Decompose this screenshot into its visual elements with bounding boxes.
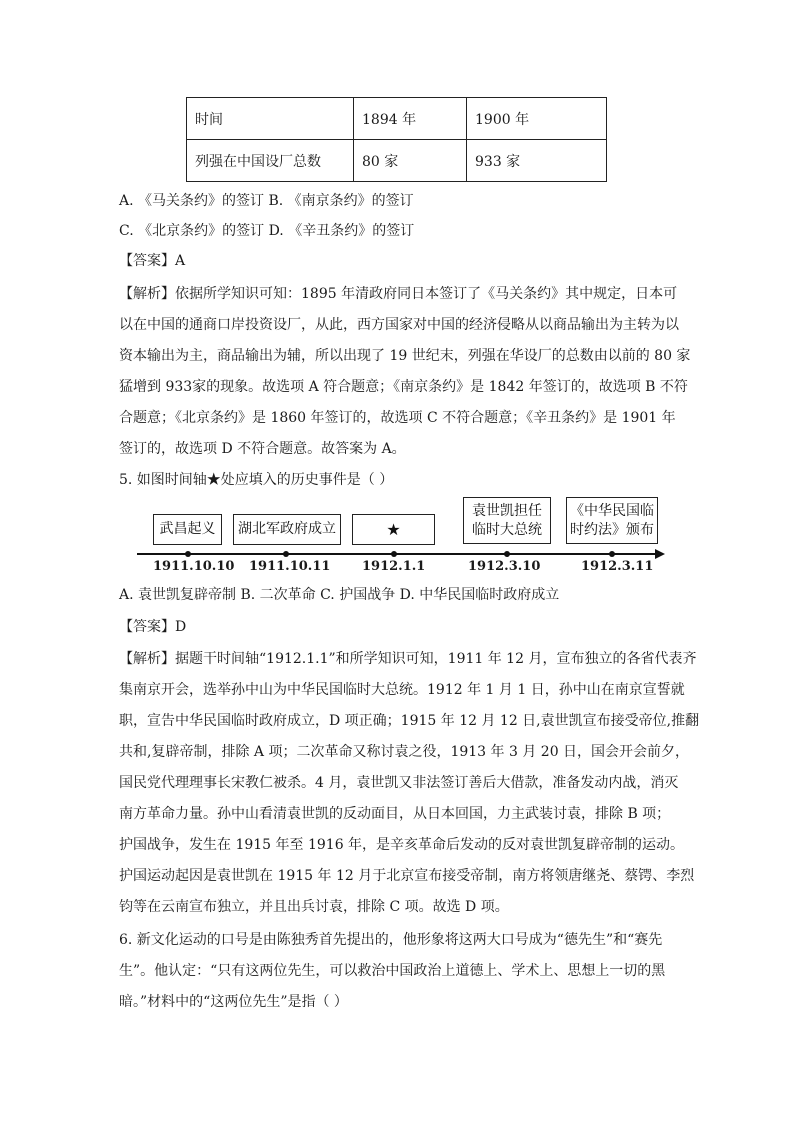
timeline-event-box: 《中华民国临 时约法》颁布 xyxy=(566,497,658,544)
timeline-dot xyxy=(283,551,289,557)
timeline-event-box: 武昌起义 xyxy=(153,514,222,545)
timeline-star-box: ★ xyxy=(352,514,435,545)
q4-answer: 【答案】A xyxy=(119,253,186,269)
timeline-dot xyxy=(185,551,191,557)
q6-stem-line: 暗。”材料中的“这两位先生”是指（ ） xyxy=(119,994,348,1010)
timeline-event-box: 袁世凯担任 临时大总统 xyxy=(463,497,551,544)
timeline-dot xyxy=(391,551,397,557)
table-cell: 1900 年 xyxy=(467,98,607,140)
table-row xyxy=(187,140,607,182)
q5-analysis-line: 国民党代理理事长宋教仁被杀。4 月，袁世凯又非法签订善后大借款，准备发动内战，消灭 xyxy=(119,775,679,791)
table-cell: 列强在中国设厂总数 xyxy=(187,140,354,182)
q5-stem: 5. 如图时间轴★处应填入的历史事件是（ ） xyxy=(119,472,394,488)
timeline-date: 1912.1.1 xyxy=(362,559,426,574)
table-cell: 时间 xyxy=(187,98,354,140)
timeline-date: 1912.3.10 xyxy=(468,559,541,574)
timeline-dot xyxy=(609,551,615,557)
q6-stem-line: 6. 新文化运动的口号是由陈独秀首先提出的，他形象将这两大口号成为“德先生”和“赛先 xyxy=(119,932,663,948)
q4-analysis-line: 以在中国的通商口岸投资设厂，从此，西方国家对中国的经济侵略从以商品输出为主转为以 xyxy=(119,317,679,333)
timeline-axis xyxy=(137,553,657,555)
q4-options-ab: A. 《马关条约》的签订 B. 《南京条约》的签订 xyxy=(119,193,414,209)
table-header-row xyxy=(187,98,607,140)
timeline-date: 1911.10.11 xyxy=(249,559,331,574)
q6-stem-line: 生”。他认定：“只有这两位先生，可以救治中国政治上道德上、学术上、思想上一切的黑 xyxy=(119,963,666,979)
q4-analysis-line: 签订的，故选项 D 不符合题意。故答案为 A。 xyxy=(119,441,406,457)
q5-analysis-line: 钧等在云南宣布独立，并且出兵讨袁，排除 C 项。故选 D 项。 xyxy=(119,899,509,915)
q5-options: A. 袁世凯复辟帝制 B. 二次革命 C. 护国战争 D. 中华民国临时政府成立 xyxy=(119,587,560,603)
q5-analysis-line: 护国战争，发生在 1915 年至 1916 年，是辛亥革命后发动的反对袁世凯复辟帝制的运动。 xyxy=(119,837,685,853)
q4-options-cd: C. 《北京条约》的签订 D. 《辛丑条约》的签订 xyxy=(119,223,415,239)
timeline-event-box: 湖北军政府成立 xyxy=(233,514,341,545)
q4-analysis-line: 资本输出为主，商品输出为辅，所以出现了 19 世纪末，列强在华设厂的总数由以前的 80 家 xyxy=(119,348,691,364)
timeline-date: 1912.3.11 xyxy=(581,559,654,574)
q5-analysis-line: 【解析】据题干时间轴“1912.1.1”和所学知识可知，1911 年 12 月，宣布独立的各省代表齐 xyxy=(119,651,697,667)
q4-analysis-line: 合题意；《北京条约》是 1860 年签订的，故选项 C 不符合题意；《辛丑条约》是 1901 年 xyxy=(119,410,676,426)
table-cell: 933 家 xyxy=(467,140,607,182)
q5-analysis-line: 职，宣告中华民国临时政府成立，D 项正确；1915 年 12 月 12 日,袁世凯宣布接受帝位,推翻 xyxy=(119,713,700,729)
q5-analysis-line: 集南京开会，选举孙中山为中华民国临时大总统。1912 年 1 月 1 日，孙中山在南京宣誓就 xyxy=(119,682,685,698)
q5-analysis-line: 南方革命力量。孙中山看清袁世凯的反动面目，从日本回国，力主武装讨袁，排除 B 项； xyxy=(119,806,671,822)
q5-analysis-line: 共和,复辟帝制，排除 A 项；二次革命又称讨袁之役，1913 年 3 月 20 日，国会开会前夕， xyxy=(119,744,690,760)
q5-analysis-line: 护国运动起因是袁世凯在 1915 年 12 月于北京宣布接受帝制，南方将领唐继尧、蔡锷、李烈 xyxy=(119,868,695,884)
timeline-arrow-icon xyxy=(655,549,665,559)
q5-answer: 【答案】D xyxy=(119,619,187,635)
factory-count-table xyxy=(186,97,607,182)
table-cell: 80 家 xyxy=(354,140,467,182)
q4-analysis-line: 猛增到 933家的现象。故选项 A 符合题意；《南京条约》是 1842 年签订的，故选项 B 不符 xyxy=(119,379,688,395)
q4-analysis-line: 【解析】依据所学知识可知：1895 年清政府同日本签订了《马关条约》其中规定，日本可 xyxy=(119,286,678,302)
timeline-date: 1911.10.10 xyxy=(153,559,235,574)
table-cell: 1894 年 xyxy=(354,98,467,140)
timeline-dot xyxy=(504,551,510,557)
